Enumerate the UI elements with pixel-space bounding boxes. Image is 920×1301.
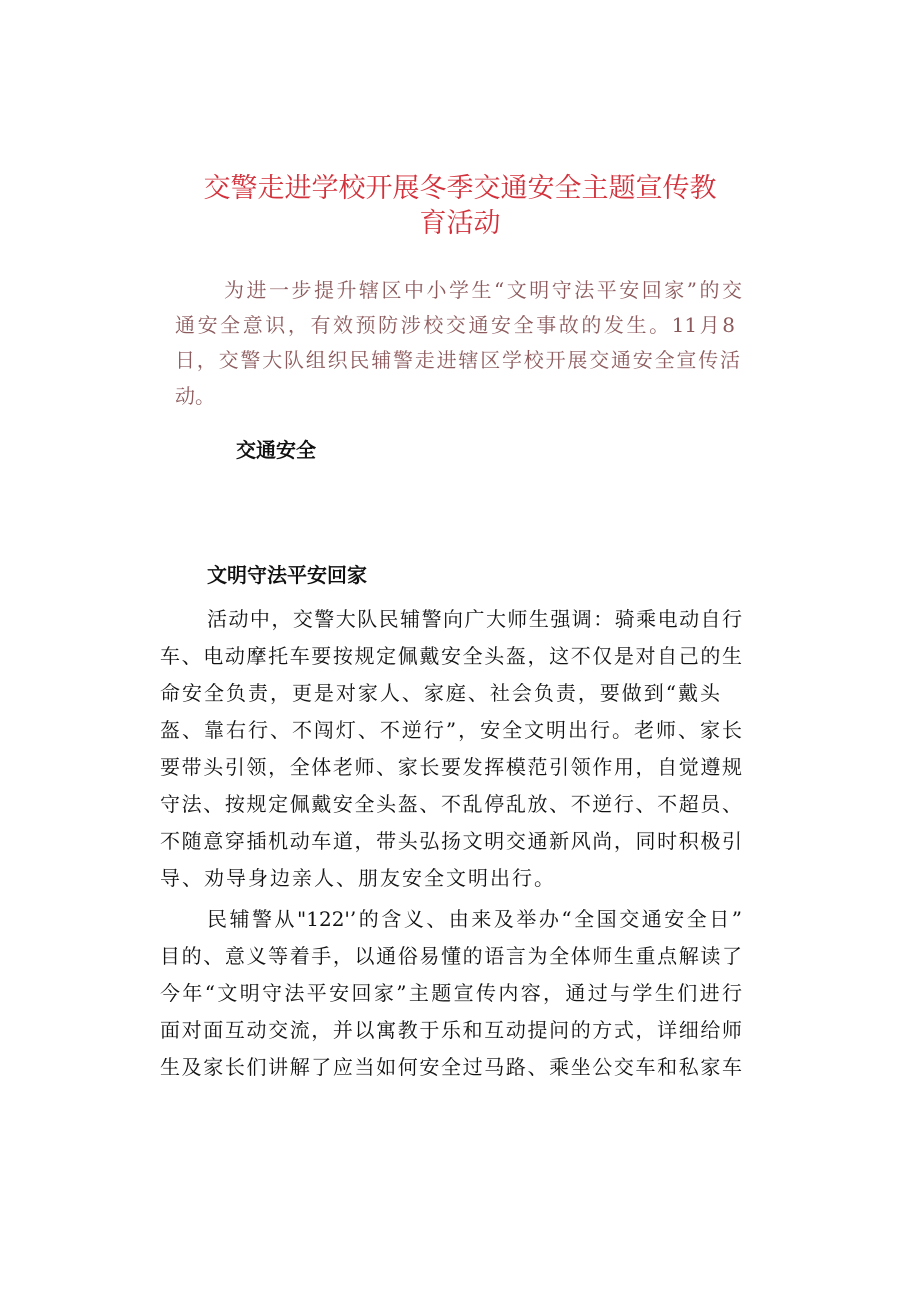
intro-line: 为进一步提升辖区中小学生“文明守法平安回家”的交 — [224, 278, 742, 302]
paragraph-line: 要带头引领，全体老师、家长要发挥模范引领作用，自觉遵规 — [160, 755, 742, 779]
intro-line: 通安全意识，有效预防涉校交通安全事故的发生。11月8 — [175, 313, 735, 337]
paragraph-line: 车、电动摩托车要按规定佩戴安全头盔，这不仅是对自己的生 — [160, 644, 742, 668]
paragraph-line: 不随意穿插机动车道，带头弘扬文明交通新风尚，同时积极引 — [160, 829, 742, 853]
paragraph-line: 民辅警从"122'’的含义、由来及举办“全国交通安全日” — [207, 907, 742, 931]
intro-line: 日，交警大队组织民辅警走进辖区学校开展交通安全宣传活 — [175, 348, 740, 372]
paragraph-line: 今年“文明守法平安回家”主题宣传内容，通过与学生们进行 — [160, 981, 742, 1005]
paragraph-line: 盔、靠右行、不闯灯、不逆行”，安全文明出行。老师、家长 — [160, 718, 742, 742]
paragraph-line: 导、劝导身边亲人、朋友安全文明出行。 — [160, 866, 556, 890]
paragraph-line: 活动中，交警大队民辅警向广大师生强调：骑乘电动自行 — [207, 607, 742, 631]
section-heading-traffic-safety: 交通安全 — [236, 438, 316, 462]
section-heading-civilized: 文明守法平安回家 — [207, 563, 367, 587]
paragraph-line: 守法、按规定佩戴安全头盔、不乱停乱放、不逆行、不超员、 — [160, 792, 742, 816]
paragraph-line: 面对面互动交流，并以寓教于乐和互动提问的方式，详细给师 — [160, 1018, 742, 1042]
paragraph-line: 目的、意义等着手，以通俗易懂的语言为全体师生重点解读了 — [160, 944, 742, 968]
paragraph-line: 生及家长们讲解了应当如何安全过马路、乘坐公交车和私家车 — [160, 1055, 742, 1079]
document-title-line-2: 育活动 — [419, 208, 501, 239]
document-title-line-1: 交警走进学校开展冬季交通安全主题宣传教 — [203, 173, 717, 204]
intro-line: 动。 — [175, 384, 215, 408]
paragraph-line: 命安全负责，更是对家人、家庭、社会负责，要做到“戴头 — [160, 681, 720, 705]
